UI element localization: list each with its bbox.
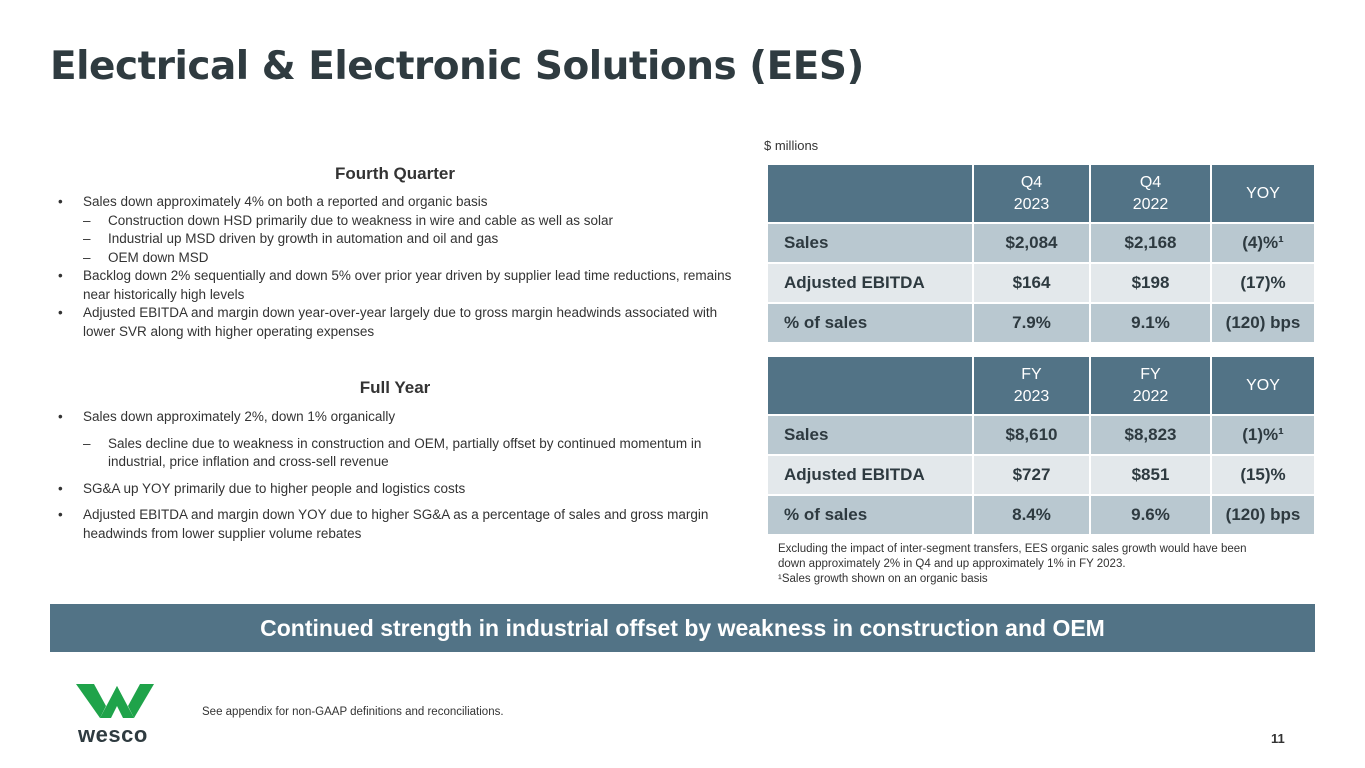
table-row xyxy=(767,455,1315,495)
table-cell: $851 xyxy=(1090,455,1211,495)
table-row xyxy=(767,223,1315,263)
sub-bullet-item: – Sales decline due to weakness in construction and OEM, partially offset by continued momentum in industrial, price inflation and cross-sell revenue xyxy=(58,435,748,472)
sub-bullet-item: – Industrial up MSD driven by growth in automation and oil and gas xyxy=(58,230,748,249)
table-cell: $8,610 xyxy=(973,415,1090,455)
table-cell: (17)% xyxy=(1211,263,1315,303)
table-cell: $198 xyxy=(1090,263,1211,303)
table-cell: $8,823 xyxy=(1090,415,1211,455)
appendix-footnote: See appendix for non-GAAP definitions and reconciliations. xyxy=(202,706,504,718)
table-cell: (120) bps xyxy=(1211,495,1315,535)
table-header-cell xyxy=(767,356,973,415)
table-header-row xyxy=(767,164,1315,223)
organic-growth-note: Excluding the impact of inter-segment transfers, EES organic sales growth would have been down approximately 2% in Q4 and up approximately 1% in FY 2023. xyxy=(778,543,1247,570)
row-label: % of sales xyxy=(767,303,973,343)
fy-financial-table xyxy=(766,355,1316,536)
full-year-heading: Full Year xyxy=(359,378,431,397)
table-row xyxy=(767,303,1315,343)
table-header-cell: FY 2022 xyxy=(1090,356,1211,415)
full-year-bullets xyxy=(58,408,748,543)
bullet-item: • SG&A up YOY primarily due to higher people and logistics costs xyxy=(58,480,748,499)
row-label: Adjusted EBITDA xyxy=(767,263,973,303)
page-title: Electrical & Electronic Solutions (EES) xyxy=(50,44,864,89)
table-header-cell: FY 2023 xyxy=(973,356,1090,415)
fourth-quarter-bullets xyxy=(58,193,748,341)
bullet-item: • Adjusted EBITDA and margin down YOY due to higher SG&A as a percentage of sales and gross margin headwinds from lower supplier volume rebates xyxy=(58,506,748,543)
fourth-quarter-heading: Fourth Quarter xyxy=(335,164,455,183)
row-label: Sales xyxy=(767,223,973,263)
row-label: % of sales xyxy=(767,495,973,535)
wesco-logo-text: wesco xyxy=(78,722,148,747)
wesco-logo-icon xyxy=(76,684,158,722)
table-header-cell: YOY xyxy=(1211,164,1315,223)
key-message-banner: Continued strength in industrial offset by weakness in construction and OEM xyxy=(50,604,1315,652)
sub-bullet-item: – Construction down HSD primarily due to weakness in wire and cable as well as solar xyxy=(58,212,748,231)
table-header-row xyxy=(767,356,1315,415)
table-cell: $2,168 xyxy=(1090,223,1211,263)
bullet-item: • Sales down approximately 4% on both a reported and organic basis xyxy=(58,193,748,212)
table-cell: $727 xyxy=(973,455,1090,495)
table-cell: (4)%¹ xyxy=(1211,223,1315,263)
sub-bullet-item: – OEM down MSD xyxy=(58,249,748,268)
table-header-cell: Q4 2023 xyxy=(973,164,1090,223)
table-notes xyxy=(778,542,1248,587)
table-cell: (15)% xyxy=(1211,455,1315,495)
bullet-item: • Adjusted EBITDA and margin down year-over-year largely due to gross margin headwinds associated with lower SVR along with higher operating expenses xyxy=(58,304,748,341)
table-cell: $2,084 xyxy=(973,223,1090,263)
table-cell: (1)%¹ xyxy=(1211,415,1315,455)
q4-financial-table xyxy=(766,163,1316,344)
organic-basis-footnote: ¹Sales growth shown on an organic basis xyxy=(778,573,988,585)
units-label: $ millions xyxy=(764,138,819,153)
page-number: 11 xyxy=(1271,731,1285,746)
bullet-item: • Backlog down 2% sequentially and down 5% over prior year driven by supplier lead time reductions, remains near historically high levels xyxy=(58,267,748,304)
table-cell: 8.4% xyxy=(973,495,1090,535)
table-cell: $164 xyxy=(973,263,1090,303)
table-cell: (120) bps xyxy=(1211,303,1315,343)
table-header-cell xyxy=(767,164,973,223)
row-label: Sales xyxy=(767,415,973,455)
table-row xyxy=(767,415,1315,455)
table-cell: 9.1% xyxy=(1090,303,1211,343)
row-label: Adjusted EBITDA xyxy=(767,455,973,495)
table-cell: 7.9% xyxy=(973,303,1090,343)
bullet-item: • Sales down approximately 2%, down 1% organically xyxy=(58,408,748,427)
table-header-cell: Q4 2022 xyxy=(1090,164,1211,223)
table-cell: 9.6% xyxy=(1090,495,1211,535)
table-row xyxy=(767,495,1315,535)
table-row xyxy=(767,263,1315,303)
table-header-cell: YOY xyxy=(1211,356,1315,415)
